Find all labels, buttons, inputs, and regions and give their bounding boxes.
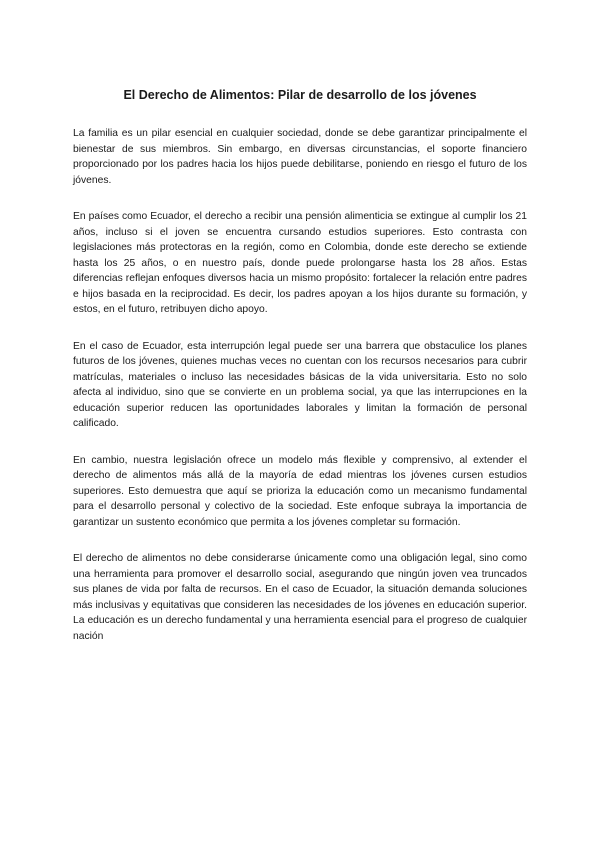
paragraph-conclusion: El derecho de alimentos no debe considerarse únicamente como una obligación legal, sino como una herramienta para promover el desarrollo social, asegurando que ningún joven vea truncados sus planes de vida por falta de recursos. En el caso de Ecuador, la situación demanda soluciones más inclusivas y equitativas que consideren las necesidades de los jóvenes en educación superior. La educación es un derecho fundamental y una herramienta esencial para el progreso de cualquier nación: [73, 553, 527, 642]
paragraph-our-legislation: En cambio, nuestra legislación ofrece un modelo más flexible y comprensivo, al extender el derecho de alimentos más allá de la mayoría de edad mientras los jóvenes cursen estudios superiores. Esto demuestra que aquí se prioriza la educación como un mecanismo fundamental para el desarrollo personal y colectivo de la sociedad. Este enfoque subraya la importancia de garantizar un sustento económico que permita a los jóvenes completar su formación.: [73, 454, 527, 528]
page-title: El Derecho de Alimentos: Pilar de desarrollo de los jóvenes: [123, 88, 477, 102]
paragraph-countries: En países como Ecuador, el derecho a recibir una pensión alimenticia se extingue al cumplir los 21 años, incluso si el joven se encuentra cursando estudios superiores. Esto contrasta con legislaciones más protectoras en la región, como en Colombia, donde este derecho se extiende hasta los 25 años, o en nuestro país, donde puede prolongarse hasta los 28 años. Estas diferencias reflejan enfoques diversos hacia un mismo propósito: fortalecer la relación entre padres e hijos basada en la reciprocidad. Es decir, los padres apoyan a los hijos durante su formación, y estos, en el futuro, retribuyen dicho apoyo.: [73, 211, 527, 315]
document-body: [73, 126, 527, 665]
paragraph-ecuador-case: En el caso de Ecuador, esta interrupción legal puede ser una barrera que obstaculice los planes futuros de los jóvenes, quienes muchas veces no cuentan con los recursos necesarios para cubrir matrículas, materiales o incluso las necesidades básicas de la vida universitaria. Esto no solo afecta al individuo, sino que se convierte en un problema social, ya que las interrupciones en la educación superior reducen las oportunidades laborales y limitan la formación de personal calificado.: [73, 340, 527, 429]
paragraph-family: La familia es un pilar esencial en cualquier sociedad, donde se debe garantizar principalmente el bienestar de sus miembros. Sin embargo, en diversas circunstancias, el soporte financiero proporcionado por los padres hacia los hijos puede debilitarse, poniendo en riesgo el futuro de los jóvenes.: [73, 128, 527, 186]
